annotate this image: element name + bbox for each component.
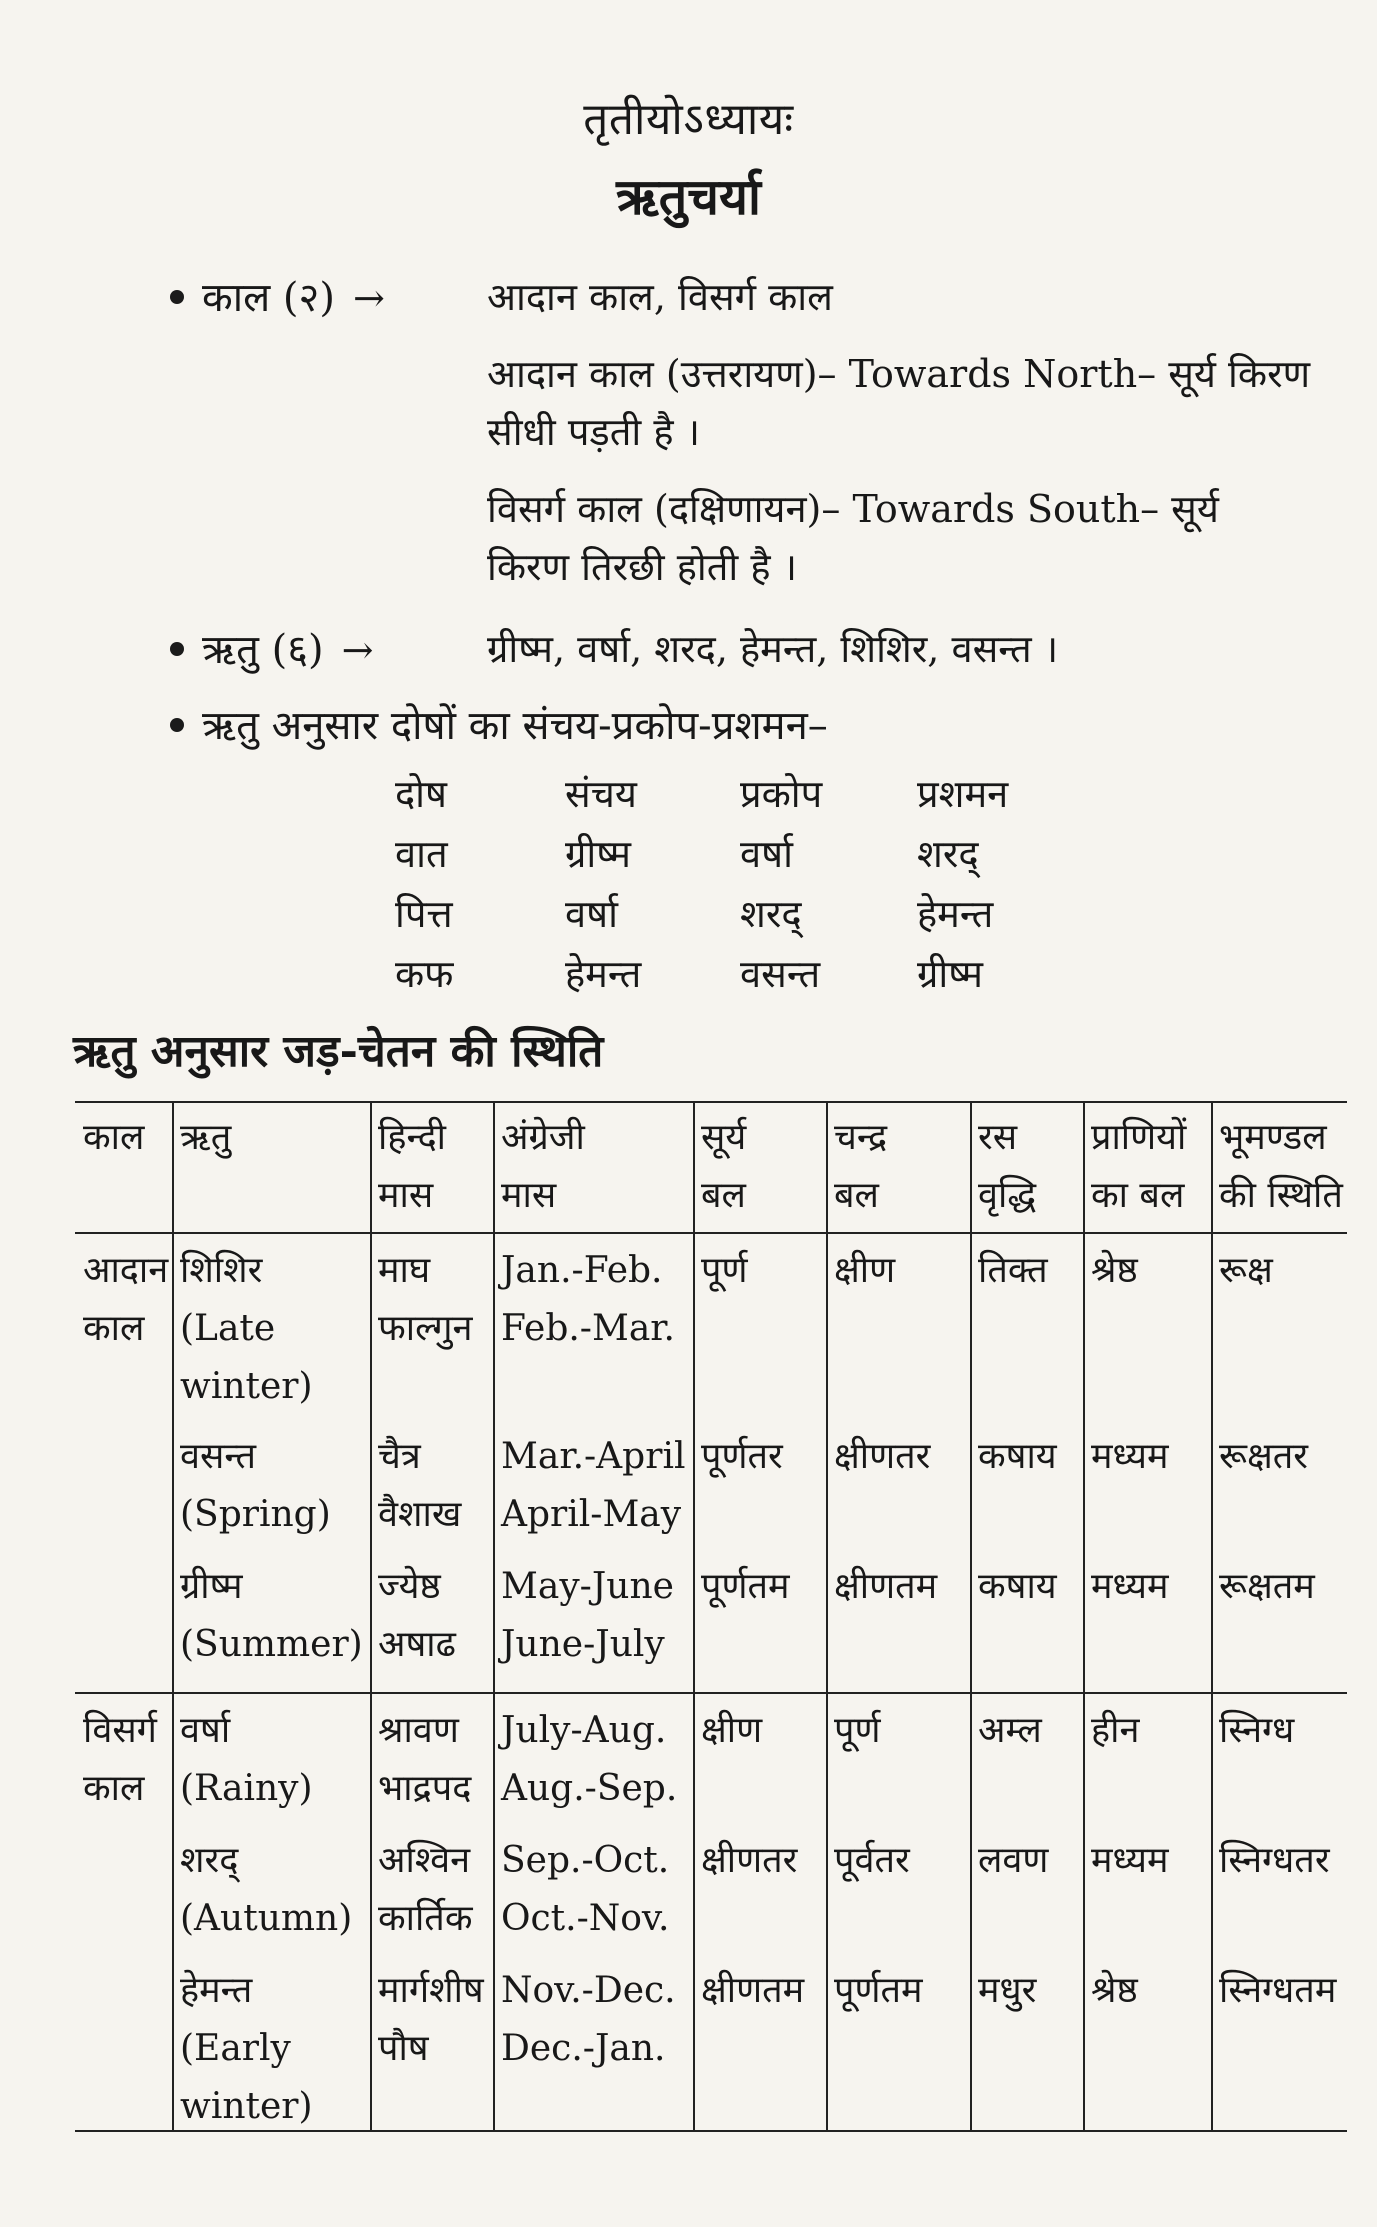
dosh-cell: पित्त bbox=[395, 892, 453, 936]
dosh-cell: हेमन्त bbox=[917, 892, 994, 936]
chapter-title: तृतीयोऽध्यायः bbox=[583, 94, 794, 145]
english-month-cell: Nov.-Dec. bbox=[501, 1970, 676, 2011]
dosh-header-cell: दोष bbox=[395, 772, 447, 816]
ritu-cell: (Spring) bbox=[180, 1494, 331, 1535]
right-arrow-icon: → bbox=[341, 628, 374, 672]
hindi-month-cell: वैशाख bbox=[378, 1494, 462, 1535]
kaal-bullet bbox=[170, 275, 385, 321]
surya-cell: क्षीण bbox=[701, 1710, 763, 1751]
bullet-dot-icon bbox=[170, 642, 184, 656]
hindi-month-cell: श्रावण bbox=[378, 1710, 459, 1751]
ras-cell: तिक्त bbox=[978, 1250, 1048, 1291]
kaal-cell: काल bbox=[83, 1768, 145, 1809]
ritu-cell: शरद् bbox=[180, 1840, 239, 1881]
prani-cell: हीन bbox=[1091, 1710, 1140, 1751]
table-column-rule bbox=[970, 1101, 972, 2130]
table-header-cell: हिन्दी bbox=[378, 1117, 447, 1158]
table-header-cell: सूर्य bbox=[701, 1117, 747, 1158]
bullet-dot-icon bbox=[170, 718, 184, 732]
surya-cell: पूर्णतर bbox=[701, 1436, 783, 1477]
ritu-cell: वसन्त bbox=[180, 1436, 256, 1477]
english-month-cell: May-June bbox=[501, 1566, 674, 1607]
ritu-bullet bbox=[170, 627, 374, 673]
ras-cell: कषाय bbox=[978, 1566, 1057, 1607]
bhu-cell: स्निग्ध bbox=[1219, 1710, 1295, 1751]
ras-cell: मधुर bbox=[978, 1970, 1037, 2011]
ritu-label: ऋतु (६) bbox=[202, 627, 324, 673]
table-header-cell: का बल bbox=[1091, 1175, 1185, 1216]
ritu-cell: winter) bbox=[180, 1366, 313, 1407]
hindi-month-cell: फाल्गुन bbox=[378, 1308, 473, 1349]
dosh-row bbox=[395, 952, 1095, 1005]
ritu-value: ग्रीष्म, वर्षा, शरद, हेमन्त, शिशिर, वसन्त । bbox=[487, 627, 1059, 671]
dosh-row bbox=[395, 892, 1095, 945]
table-column-rule bbox=[693, 1101, 695, 2130]
dosh-cell: कफ bbox=[395, 952, 454, 996]
table-header-cell: चन्द्र bbox=[834, 1117, 888, 1158]
dosh-cell: वात bbox=[395, 832, 448, 876]
table-header-cell: मास bbox=[501, 1175, 557, 1216]
visarg-kaal-paragraph bbox=[487, 480, 1347, 596]
ritu-cell: (Late bbox=[180, 1308, 276, 1349]
hindi-month-cell: पौष bbox=[378, 2028, 429, 2069]
bullet-dot-icon bbox=[170, 290, 184, 304]
ritu-cell: वर्षा bbox=[180, 1710, 231, 1751]
chandra-cell: पूर्णतम bbox=[834, 1970, 923, 2011]
table-column-rule bbox=[826, 1101, 828, 2130]
dosh-cell: ग्रीष्म bbox=[917, 952, 984, 996]
dosh-header-row bbox=[395, 772, 1095, 825]
dosh-cell: ग्रीष्म bbox=[565, 832, 632, 876]
chandra-cell: क्षीणतर bbox=[834, 1436, 931, 1477]
kaal-value: आदान काल, विसर्ग काल bbox=[487, 275, 833, 319]
dosh-cell: वसन्त bbox=[740, 952, 821, 996]
table-header-cell: मास bbox=[378, 1175, 434, 1216]
table-column-rule bbox=[370, 1101, 372, 2130]
bhu-cell: रूक्षतम bbox=[1219, 1566, 1315, 1607]
visarg-line-2: किरण तिरछी होती है । bbox=[487, 545, 797, 589]
hindi-month-cell: कार्तिक bbox=[378, 1898, 473, 1939]
ras-cell: कषाय bbox=[978, 1436, 1057, 1477]
table-header-cell: अंग्रेजी bbox=[501, 1117, 585, 1158]
dosh-header-cell: संचय bbox=[565, 772, 637, 816]
english-month-cell: June-July bbox=[501, 1624, 665, 1665]
ras-cell: अम्ल bbox=[978, 1710, 1042, 1751]
aadan-line-2: सीधी पड़ती है । bbox=[487, 410, 700, 454]
chandra-cell: क्षीणतम bbox=[834, 1566, 938, 1607]
table-header-cell: प्राणियों bbox=[1091, 1117, 1187, 1158]
table-header-cell: ऋतु bbox=[180, 1117, 232, 1158]
kaal-label: काल (२) bbox=[202, 275, 335, 321]
dosh-cell: शरद् bbox=[740, 892, 802, 936]
bhu-cell: स्निग्धतम bbox=[1219, 1970, 1337, 2011]
ritu-cell: (Autumn) bbox=[180, 1898, 353, 1939]
dosh-bullet bbox=[170, 703, 828, 749]
ritu-cell: ग्रीष्म bbox=[180, 1566, 243, 1607]
table-header-cell: भूमण्डल bbox=[1219, 1117, 1327, 1158]
prani-cell: मध्यम bbox=[1091, 1566, 1169, 1607]
table-column-rule bbox=[172, 1101, 174, 2130]
chandra-cell: क्षीण bbox=[834, 1250, 896, 1291]
chapter-subtitle: ऋतुचर्या bbox=[616, 167, 761, 226]
dosh-header-cell: प्रशमन bbox=[917, 772, 1009, 816]
kaal-cell: विसर्ग bbox=[83, 1710, 157, 1751]
table-header-cell: की स्थिति bbox=[1219, 1175, 1343, 1216]
english-month-cell: Mar.-April bbox=[501, 1436, 686, 1477]
table-header-cell: बल bbox=[834, 1175, 879, 1216]
ritu-cell: (Early bbox=[180, 2028, 291, 2069]
hindi-month-cell: चैत्र bbox=[378, 1436, 421, 1477]
table-top-rule bbox=[75, 1101, 1347, 1103]
dosh-cell: वर्षा bbox=[740, 832, 793, 876]
chandra-cell: पूर्ण bbox=[834, 1710, 881, 1751]
dosh-cell: वर्षा bbox=[565, 892, 618, 936]
dosh-cell: शरद् bbox=[917, 832, 979, 876]
hindi-month-cell: ज्येष्ठ bbox=[378, 1566, 441, 1607]
english-month-cell: Aug.-Sep. bbox=[501, 1768, 678, 1809]
surya-cell: क्षीणतम bbox=[701, 1970, 805, 2011]
dosh-header-cell: प्रकोप bbox=[740, 772, 823, 816]
prani-cell: मध्यम bbox=[1091, 1840, 1169, 1881]
table-group-rule bbox=[75, 1692, 1347, 1694]
table-header-cell: काल bbox=[83, 1117, 145, 1158]
table-header-cell: वृद्धि bbox=[978, 1175, 1037, 1216]
english-month-cell: Jan.-Feb. bbox=[501, 1250, 663, 1291]
prani-cell: श्रेष्ठ bbox=[1091, 1970, 1138, 2011]
aadan-kaal-paragraph bbox=[487, 345, 1347, 461]
ritu-cell: (Summer) bbox=[180, 1624, 363, 1665]
ritu-cell: शिशिर bbox=[180, 1250, 263, 1291]
prani-cell: मध्यम bbox=[1091, 1436, 1169, 1477]
dosh-cell: हेमन्त bbox=[565, 952, 642, 996]
table-column-rule bbox=[1083, 1101, 1085, 2130]
table-header-cell: रस bbox=[978, 1117, 1018, 1158]
english-month-cell: April-May bbox=[501, 1494, 682, 1535]
dosh-row bbox=[395, 832, 1095, 885]
english-month-cell: July-Aug. bbox=[501, 1710, 667, 1751]
ras-cell: लवण bbox=[978, 1840, 1049, 1881]
hindi-month-cell: अश्विन bbox=[378, 1840, 471, 1881]
visarg-line-1: विसर्ग काल (दक्षिणायन)– Towards South– सूर्य bbox=[487, 487, 1219, 531]
surya-cell: पूर्णतम bbox=[701, 1566, 790, 1607]
english-month-cell: Oct.-Nov. bbox=[501, 1898, 670, 1939]
ritu-cell: winter) bbox=[180, 2086, 313, 2127]
table-column-rule bbox=[1211, 1101, 1213, 2130]
season-table-title: ऋतु अनुसार जड़-चेतन की स्थिति bbox=[73, 1026, 604, 1077]
chandra-cell: पूर्वतर bbox=[834, 1840, 910, 1881]
ritu-cell: हेमन्त bbox=[180, 1970, 253, 2011]
english-month-cell: Feb.-Mar. bbox=[501, 1308, 675, 1349]
bhu-cell: रूक्षतर bbox=[1219, 1436, 1309, 1477]
table-column-rule bbox=[493, 1101, 495, 2130]
kaal-cell: काल bbox=[83, 1308, 145, 1349]
ritu-cell: (Rainy) bbox=[180, 1768, 313, 1809]
hindi-month-cell: मार्गशीष bbox=[378, 1970, 484, 2011]
table-header-rule bbox=[75, 1232, 1347, 1234]
english-month-cell: Sep.-Oct. bbox=[501, 1840, 670, 1881]
prani-cell: श्रेष्ठ bbox=[1091, 1250, 1138, 1291]
english-month-cell: Dec.-Jan. bbox=[501, 2028, 666, 2069]
table-header-cell: बल bbox=[701, 1175, 746, 1216]
hindi-month-cell: माघ bbox=[378, 1250, 431, 1291]
surya-cell: क्षीणतर bbox=[701, 1840, 798, 1881]
dosh-heading: ऋतु अनुसार दोषों का संचय-प्रकोप-प्रशमन– bbox=[202, 703, 828, 749]
surya-cell: पूर्ण bbox=[701, 1250, 748, 1291]
bhu-cell: स्निग्धतर bbox=[1219, 1840, 1330, 1881]
aadan-line-1: आदान काल (उत्तरायण)– Towards North– सूर्य किरण bbox=[487, 352, 1311, 396]
bhu-cell: रूक्ष bbox=[1219, 1250, 1273, 1291]
hindi-month-cell: भाद्रपद bbox=[378, 1768, 472, 1809]
right-arrow-icon: → bbox=[352, 276, 385, 320]
hindi-month-cell: अषाढ bbox=[378, 1624, 456, 1665]
kaal-cell: आदान bbox=[83, 1250, 169, 1291]
